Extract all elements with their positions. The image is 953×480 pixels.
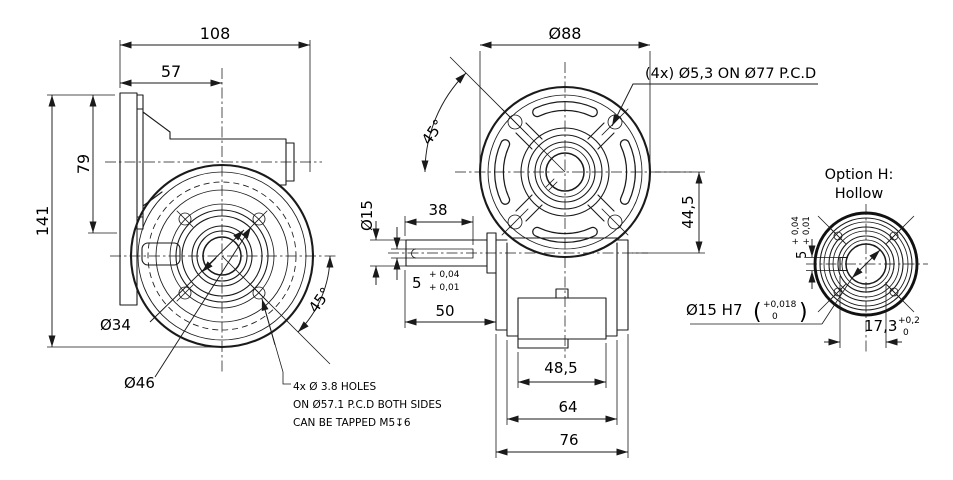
front-view <box>358 24 818 458</box>
dim-body-mid: 64 <box>558 398 578 416</box>
note-line-1: 4x Ø 3.8 HOLES <box>293 381 377 393</box>
dim-total-height: 141 <box>33 205 52 237</box>
note-line-3: CAN BE TAPPED M5↧6 <box>293 417 411 429</box>
dia-label-46: Ø46 <box>124 374 155 392</box>
depth-tol-upper: +0,2 <box>898 316 920 326</box>
dim-total-width: 108 <box>199 24 231 43</box>
hollow-key-width-group <box>791 216 812 259</box>
hollow-key-width: 5 <box>795 250 810 259</box>
hollow-view <box>686 167 928 352</box>
front-key-width: 5 <box>412 274 422 292</box>
dim-body-inner: 48,5 <box>544 359 578 377</box>
bore-tol-upper: +0,018 <box>763 300 797 310</box>
bore-paren-close: ) <box>799 300 808 325</box>
side-view-dimensions <box>33 24 442 429</box>
front-key-tol-lower: + 0,01 <box>429 283 460 293</box>
hollow-view-dimensions <box>686 216 920 348</box>
bore-label: Ø15 H7 <box>686 301 743 319</box>
side-view <box>33 24 442 429</box>
front-key-tol-upper: + 0,04 <box>429 270 460 280</box>
front-angle-label: 45° <box>417 116 448 149</box>
front-holes-note: (4x) Ø5,3 ON Ø77 P.C.D <box>645 66 817 82</box>
dim-key-depth: 17,3 <box>864 317 898 335</box>
dim-flange-height: 79 <box>74 153 93 175</box>
dim-shaft-length: 50 <box>435 302 455 320</box>
dim-shaft-dia: Ø15 <box>358 200 376 231</box>
bore-paren-open: ( <box>753 300 762 325</box>
dim-key-length: 38 <box>428 201 448 219</box>
dim-center-height: 44,5 <box>679 195 697 229</box>
side-angle-label: 45° <box>304 284 335 317</box>
hollow-title-line1: Option H: <box>824 167 894 183</box>
depth-tol-lower: 0 <box>903 328 909 338</box>
dim-flange-dia: Ø88 <box>548 24 582 43</box>
note-line-2: ON Ø57.1 P.C.D BOTH SIDES <box>293 399 442 411</box>
bore-tol-lower: 0 <box>772 312 778 322</box>
hollow-key-tol-lower: + 0,01 <box>802 216 812 245</box>
hollow-title-line2: Hollow <box>834 186 884 202</box>
dim-body-outer: 76 <box>559 431 579 449</box>
dia-label-34: Ø34 <box>100 316 131 334</box>
hollow-key-tol-upper: + 0,04 <box>791 216 801 245</box>
dim-flange-to-center: 57 <box>160 62 182 81</box>
